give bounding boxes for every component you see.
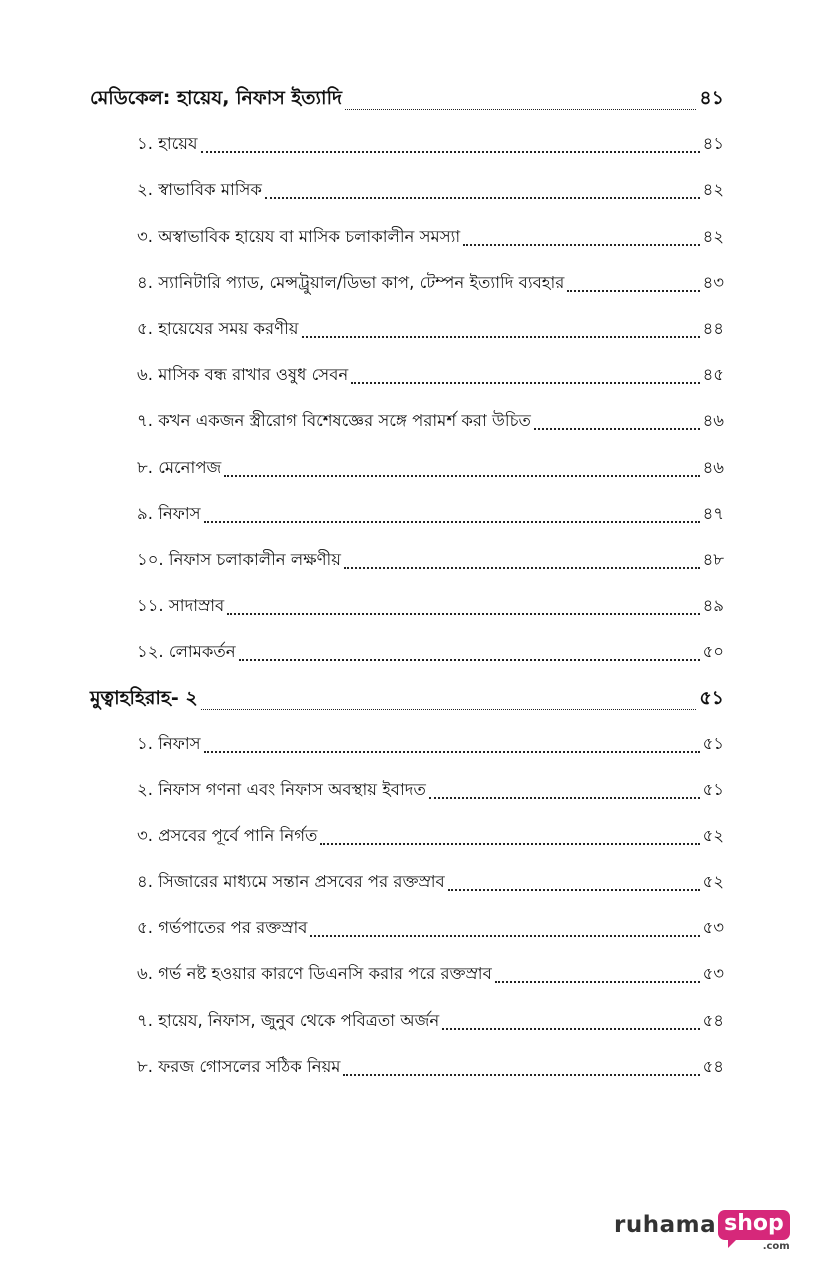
dot-leader bbox=[567, 290, 699, 292]
entry-title: ৩. প্রসবের পূর্বে পানি নির্গত bbox=[137, 826, 318, 845]
toc-entry[interactable] bbox=[137, 270, 724, 297]
toc-entry[interactable] bbox=[137, 547, 724, 574]
entry-page-number: ৪৫ bbox=[702, 365, 724, 384]
toc-entry[interactable] bbox=[137, 362, 724, 389]
entry-page-number: ৫৪ bbox=[702, 1011, 724, 1030]
entry-page-number: ৪৬ bbox=[702, 411, 724, 430]
dot-leader bbox=[343, 1074, 699, 1076]
entry-title: ৫. গর্ভপাতের পর রক্তস্রাব bbox=[137, 918, 308, 937]
toc-section-heading[interactable] bbox=[90, 84, 724, 116]
entry-title: ৭. কখন একজন স্ত্রীরোগ বিশেষজ্ঞের সঙ্গে পরামর্শ করা উচিত bbox=[137, 411, 531, 430]
entry-page-number: ৫৪ bbox=[702, 1057, 724, 1076]
entry-page-number: ৫২ bbox=[702, 872, 724, 891]
toc-entry[interactable] bbox=[137, 501, 724, 528]
dot-leader bbox=[429, 797, 700, 799]
toc-entry[interactable] bbox=[137, 915, 724, 942]
entry-page-number: ৪৬ bbox=[702, 458, 724, 477]
dot-leader bbox=[320, 843, 699, 845]
entry-title: ৬. গর্ভ নষ্ট হওয়ার কারণে ডিএনসি করার পরে রক্তস্রাব bbox=[137, 964, 492, 983]
entry-page-number: ৪১ bbox=[702, 134, 724, 153]
dot-leader bbox=[448, 889, 700, 891]
dot-leader bbox=[463, 244, 699, 246]
ruhamashop-logo bbox=[614, 1210, 790, 1252]
entry-title: ৩. অস্বাভাবিক হায়েয বা মাসিক চলাকালীন সমস্যা bbox=[137, 227, 461, 246]
entry-title: ১০. নিফাস চলাকালীন লক্ষণীয় bbox=[137, 550, 341, 569]
entry-page-number: ৪৪ bbox=[702, 319, 724, 338]
dot-leader bbox=[239, 659, 700, 661]
entry-title: ৮. ফরজ গোসলের সঠিক নিয়ম bbox=[137, 1057, 341, 1076]
toc-entry[interactable] bbox=[137, 869, 724, 896]
entry-title: ১. নিফাস bbox=[137, 734, 201, 753]
entry-page-number: ৪২ bbox=[702, 180, 724, 199]
section-title: মেডিকেল: হায়েয, নিফাস ইত্যাদি bbox=[90, 87, 342, 109]
toc-entry[interactable] bbox=[137, 639, 724, 666]
entry-title: ২. নিফাস গণনা এবং নিফাস অবস্থায় ইবাদত bbox=[137, 780, 426, 799]
dot-leader bbox=[204, 521, 700, 523]
entry-page-number: ৪২ bbox=[702, 227, 724, 246]
logo-text-shop: shop bbox=[724, 1211, 784, 1236]
entry-page-number: ৪৯ bbox=[702, 596, 724, 615]
toc-entry[interactable] bbox=[137, 961, 724, 988]
entry-page-number: ৪৮ bbox=[702, 550, 724, 569]
dot-leader bbox=[310, 935, 699, 937]
dot-leader bbox=[224, 475, 699, 477]
dot-leader bbox=[534, 428, 700, 430]
logo-domain: .com bbox=[762, 1241, 790, 1252]
dot-leader bbox=[201, 709, 697, 710]
toc-entry[interactable] bbox=[137, 224, 724, 251]
toc-entry[interactable] bbox=[137, 823, 724, 850]
toc-entry[interactable] bbox=[137, 1008, 724, 1035]
logo-text-ruhama: ruhama bbox=[614, 1212, 717, 1238]
entry-page-number: ৫১ bbox=[702, 734, 724, 753]
section-title: মুত্বাহহিরাহ- ২ bbox=[90, 687, 198, 709]
toc-section-heading[interactable] bbox=[90, 684, 724, 716]
dot-leader bbox=[442, 1028, 699, 1030]
entry-page-number: ৫৩ bbox=[702, 918, 724, 937]
section-page-number: ৫১ bbox=[699, 687, 724, 709]
dot-leader bbox=[204, 751, 700, 753]
entry-page-number: ৫২ bbox=[702, 826, 724, 845]
entry-title: ৪. স্যানিটারি প্যাড, মেন্সট্রুয়াল/ডিভা কাপ, টেম্পন ইত্যাদি ব্যবহার bbox=[137, 273, 565, 292]
entry-title: ২. স্বাভাবিক মাসিক bbox=[137, 180, 262, 199]
entry-title: ৮. মেনোপজ bbox=[137, 458, 222, 477]
dot-leader bbox=[495, 981, 700, 983]
toc-entry[interactable] bbox=[137, 777, 724, 804]
entry-page-number: ৫১ bbox=[702, 780, 724, 799]
entry-page-number: ৪৭ bbox=[702, 504, 724, 523]
dot-leader bbox=[351, 382, 699, 384]
toc-entry[interactable] bbox=[137, 177, 724, 204]
toc-entry[interactable] bbox=[137, 731, 724, 758]
toc-entry[interactable] bbox=[137, 455, 724, 482]
toc-entry[interactable] bbox=[137, 1054, 724, 1081]
dot-leader bbox=[227, 613, 699, 615]
toc-entry[interactable] bbox=[137, 316, 724, 343]
entry-title: ৪. সিজারের মাধ্যমে সন্তান প্রসবের পর রক্তস্রাব bbox=[137, 872, 445, 891]
entry-title: ১. হায়েয bbox=[137, 134, 198, 153]
dot-leader bbox=[201, 151, 700, 153]
entry-title: ১১. সাদাস্রাব bbox=[137, 596, 225, 615]
toc-entry[interactable] bbox=[137, 131, 724, 158]
entry-page-number: ৫৩ bbox=[702, 964, 724, 983]
dot-leader bbox=[302, 336, 700, 338]
dot-leader bbox=[265, 197, 700, 199]
entry-title: ৯. নিফাস bbox=[137, 504, 201, 523]
toc-entry[interactable] bbox=[137, 593, 724, 620]
entry-title: ৬. মাসিক বন্ধ রাখার ওষুধ সেবন bbox=[137, 365, 349, 384]
entry-title: ১২. লোমকর্তন bbox=[137, 642, 236, 661]
entry-page-number: ৪৩ bbox=[702, 273, 724, 292]
entry-page-number: ৫০ bbox=[702, 642, 724, 661]
entry-title: ৭. হায়েয, নিফাস, জুনুব থেকে পবিত্রতা অর্জন bbox=[137, 1011, 440, 1030]
dot-leader bbox=[345, 109, 696, 110]
logo-shop-badge bbox=[718, 1210, 790, 1240]
toc-entry[interactable] bbox=[137, 408, 724, 435]
entry-title: ৫. হায়েযের সময় করণীয় bbox=[137, 319, 299, 338]
section-page-number: ৪১ bbox=[699, 87, 724, 109]
dot-leader bbox=[344, 567, 700, 569]
